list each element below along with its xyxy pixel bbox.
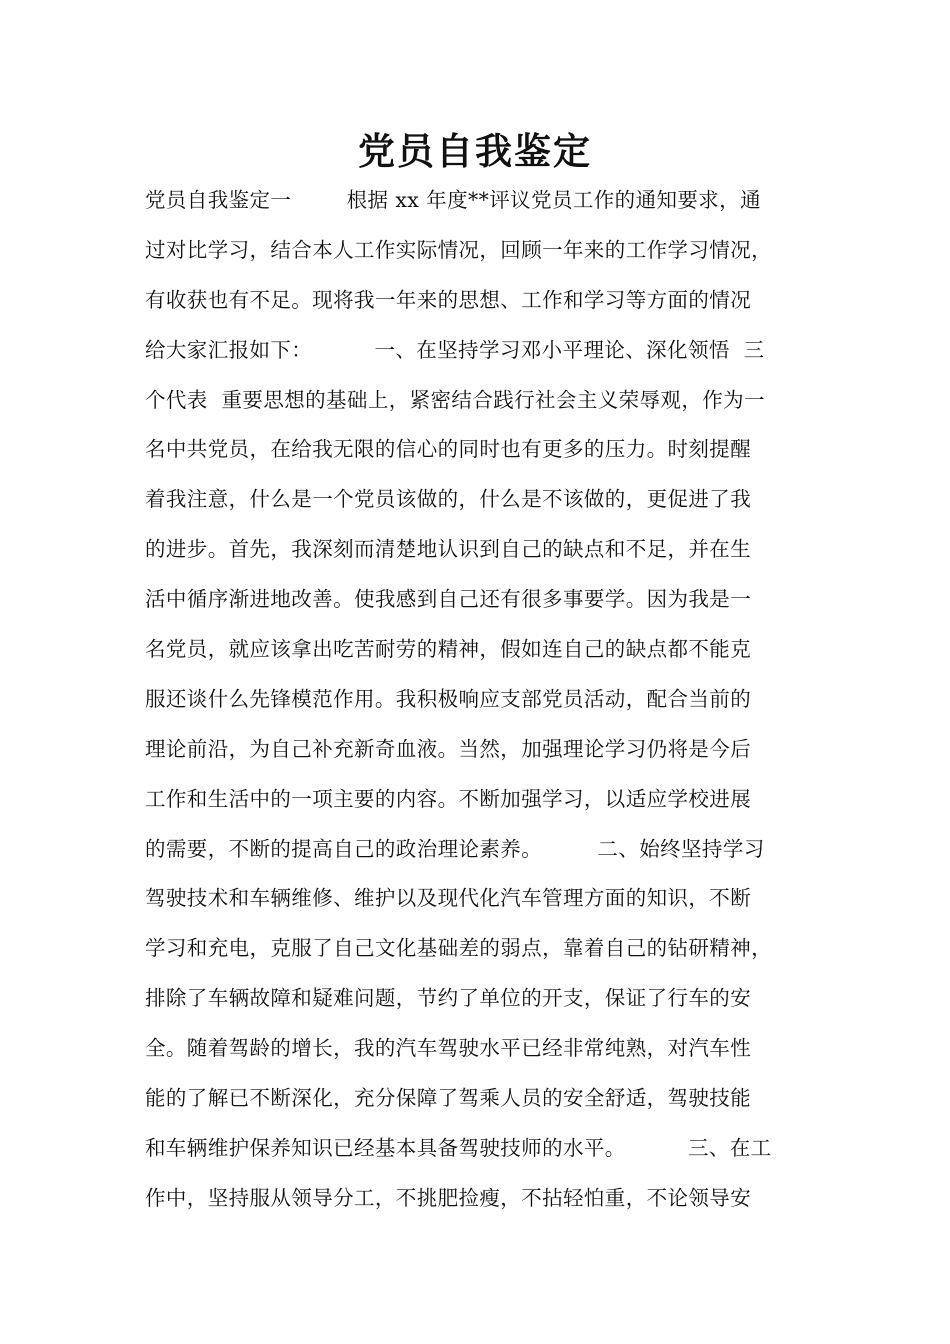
body-line: 名党员，就应该拿出吃苦耐劳的精神，假如连自己的缺点都不能克: [145, 637, 752, 662]
body-line: 的进步。首先，我深刻而清楚地认识到自己的缺点和不足，并在生: [145, 537, 752, 562]
body-line: 作中，坚持服从领导分工，不挑肥捡瘦，不拈轻怕重，不论领导安: [145, 1185, 752, 1210]
document-title: 党员自我鉴定: [358, 130, 592, 173]
body-line: 有收获也有不足。现将我一年来的思想、工作和学习等方面的情况: [145, 287, 752, 312]
body-line: 学习和充电，克服了自己文化基础差的弱点，靠着自己的钻研精神，: [145, 936, 772, 961]
body-line: 服还谈什么先锋模范作用。我积极响应支部党员活动，配合当前的: [145, 686, 752, 711]
body-line: 名中共党员，在给我无限的信心的同时也有更多的压力。时刻提醒: [145, 437, 752, 462]
body-line: 个代表 重要思想的基础上，紧密结合践行社会主义荣辱观，作为一: [145, 387, 765, 412]
body-line: 给大家汇报如下： 一、在坚持学习邓小平理论、深化领悟 三: [145, 337, 765, 362]
body-line: 全。随着驾龄的增长，我的汽车驾驶水平已经非常纯熟，对汽车性: [145, 1036, 752, 1061]
body-line: 驾驶技术和车辆维修、维护以及现代化汽车管理方面的知识，不断: [145, 886, 752, 911]
body-line: 过对比学习，结合本人工作实际情况，回顾一年来的工作学习情况，: [145, 237, 772, 262]
body-line: 的需要，不断的提高自己的政治理论素养。 二、始终坚持学习: [145, 836, 765, 861]
body-line: 党员自我鉴定一 根据 xx 年度**评议党员工作的通知要求，通: [145, 188, 761, 212]
document-body: [145, 180, 835, 1228]
body-line: 活中循序渐进地改善。使我感到自己还有很多事要学。因为我是一: [145, 587, 752, 612]
body-line: 着我注意，什么是一个党员该做的，什么是不该做的，更促进了我: [145, 487, 752, 512]
body-line: 理论前沿，为自己补充新奇血液。当然，加强理论学习仍将是今后: [145, 736, 752, 761]
body-line: 排除了车辆故障和疑难问题，节约了单位的开支，保证了行车的安: [145, 986, 752, 1011]
body-line: 能的了解已不断深化，充分保障了驾乘人员的安全舒适，驾驶技能: [145, 1086, 752, 1111]
body-line: 和车辆维护保养知识已经基本具备驾驶技师的水平。 三、在工: [145, 1135, 772, 1160]
body-line: 工作和生活中的一项主要的内容。不断加强学习，以适应学校进展: [145, 786, 752, 811]
